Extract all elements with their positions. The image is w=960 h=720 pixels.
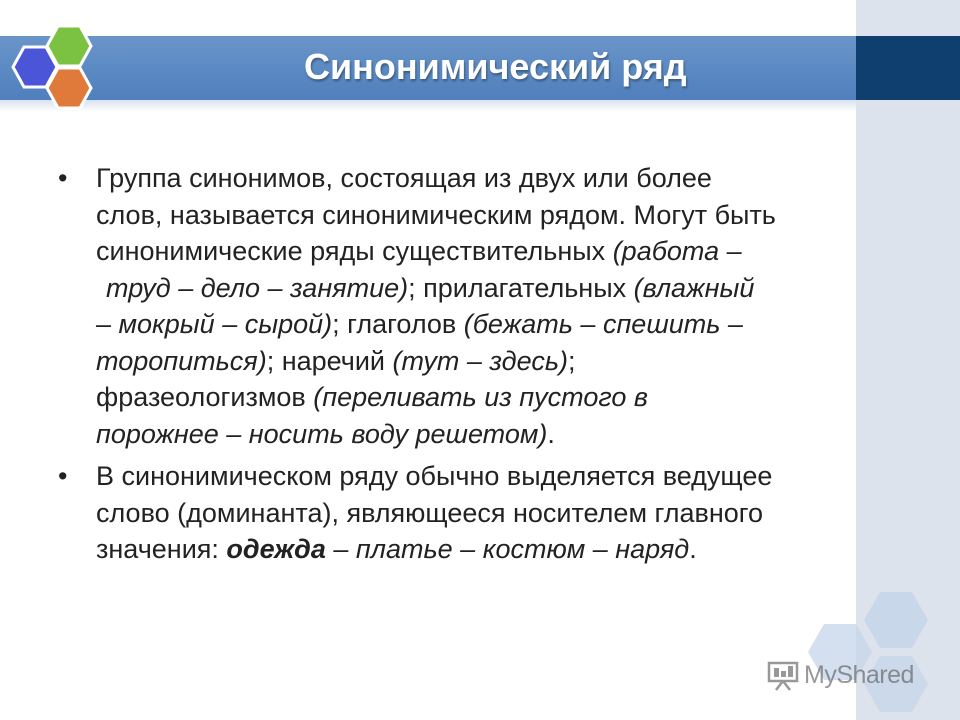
watermark (766, 657, 914, 693)
text-run: синонимические ряды существительных (96, 236, 613, 266)
example-run: (переливать из пустого в (313, 382, 648, 412)
text-line (96, 306, 846, 343)
text-line: слов, называется синонимическим рядом. Могут быть (96, 199, 776, 230)
text-run: ; глаголов (332, 309, 464, 339)
text-run: . (547, 418, 555, 449)
title-bar-shadow (0, 100, 856, 112)
example-run: порожнее – носить воду решетом) (96, 418, 548, 449)
bullet-item-2 (56, 458, 846, 568)
example-run: – платье – костюм – наряд (325, 534, 690, 564)
example-run: – мокрый – сырой) (96, 309, 333, 339)
text-run: ; прилагательных (408, 272, 634, 303)
presentation-board-icon (766, 659, 800, 691)
text-run: значения: (96, 534, 227, 564)
text-line: слово (доминанта), являющееся носителем главного (96, 497, 764, 528)
decorative-hexagons-icon (800, 588, 960, 720)
example-run: (влажный (633, 272, 755, 303)
text-line: В синонимическом ряду обычно выделяется ведущее (96, 461, 773, 491)
bullet-mark: • (58, 163, 68, 193)
slide-title: Синонимический ряд (304, 46, 687, 87)
example-run: торопиться) (96, 345, 267, 376)
example-run: труд – дело – занятие) (106, 272, 409, 303)
text-line (96, 233, 846, 270)
text-line (96, 379, 846, 416)
text-line (96, 531, 846, 568)
example-run: (тут – здесь) (392, 345, 569, 376)
text-run: . (689, 534, 697, 564)
text-line: Группа синонимов, состоящая из двух или более (96, 163, 712, 193)
text-run: ; (568, 345, 576, 376)
dominant-word: одежда (226, 534, 326, 564)
example-run: (бежать – спешить – (463, 309, 743, 339)
hexagon-logo-icon (0, 0, 120, 120)
orange-hexagon (47, 68, 91, 108)
slide-content (56, 160, 846, 574)
watermark-text: MyShared (804, 660, 914, 689)
text-run: ; наречий (266, 345, 393, 376)
example-run: (работа – (612, 236, 742, 266)
bullet-item-1 (56, 160, 846, 452)
text-line (96, 270, 846, 307)
text-line (96, 343, 846, 380)
bullet-mark: • (58, 461, 68, 491)
text-run: фразеологизмов (96, 382, 314, 412)
text-line (96, 416, 846, 453)
title-bar-dark-block (856, 36, 960, 100)
